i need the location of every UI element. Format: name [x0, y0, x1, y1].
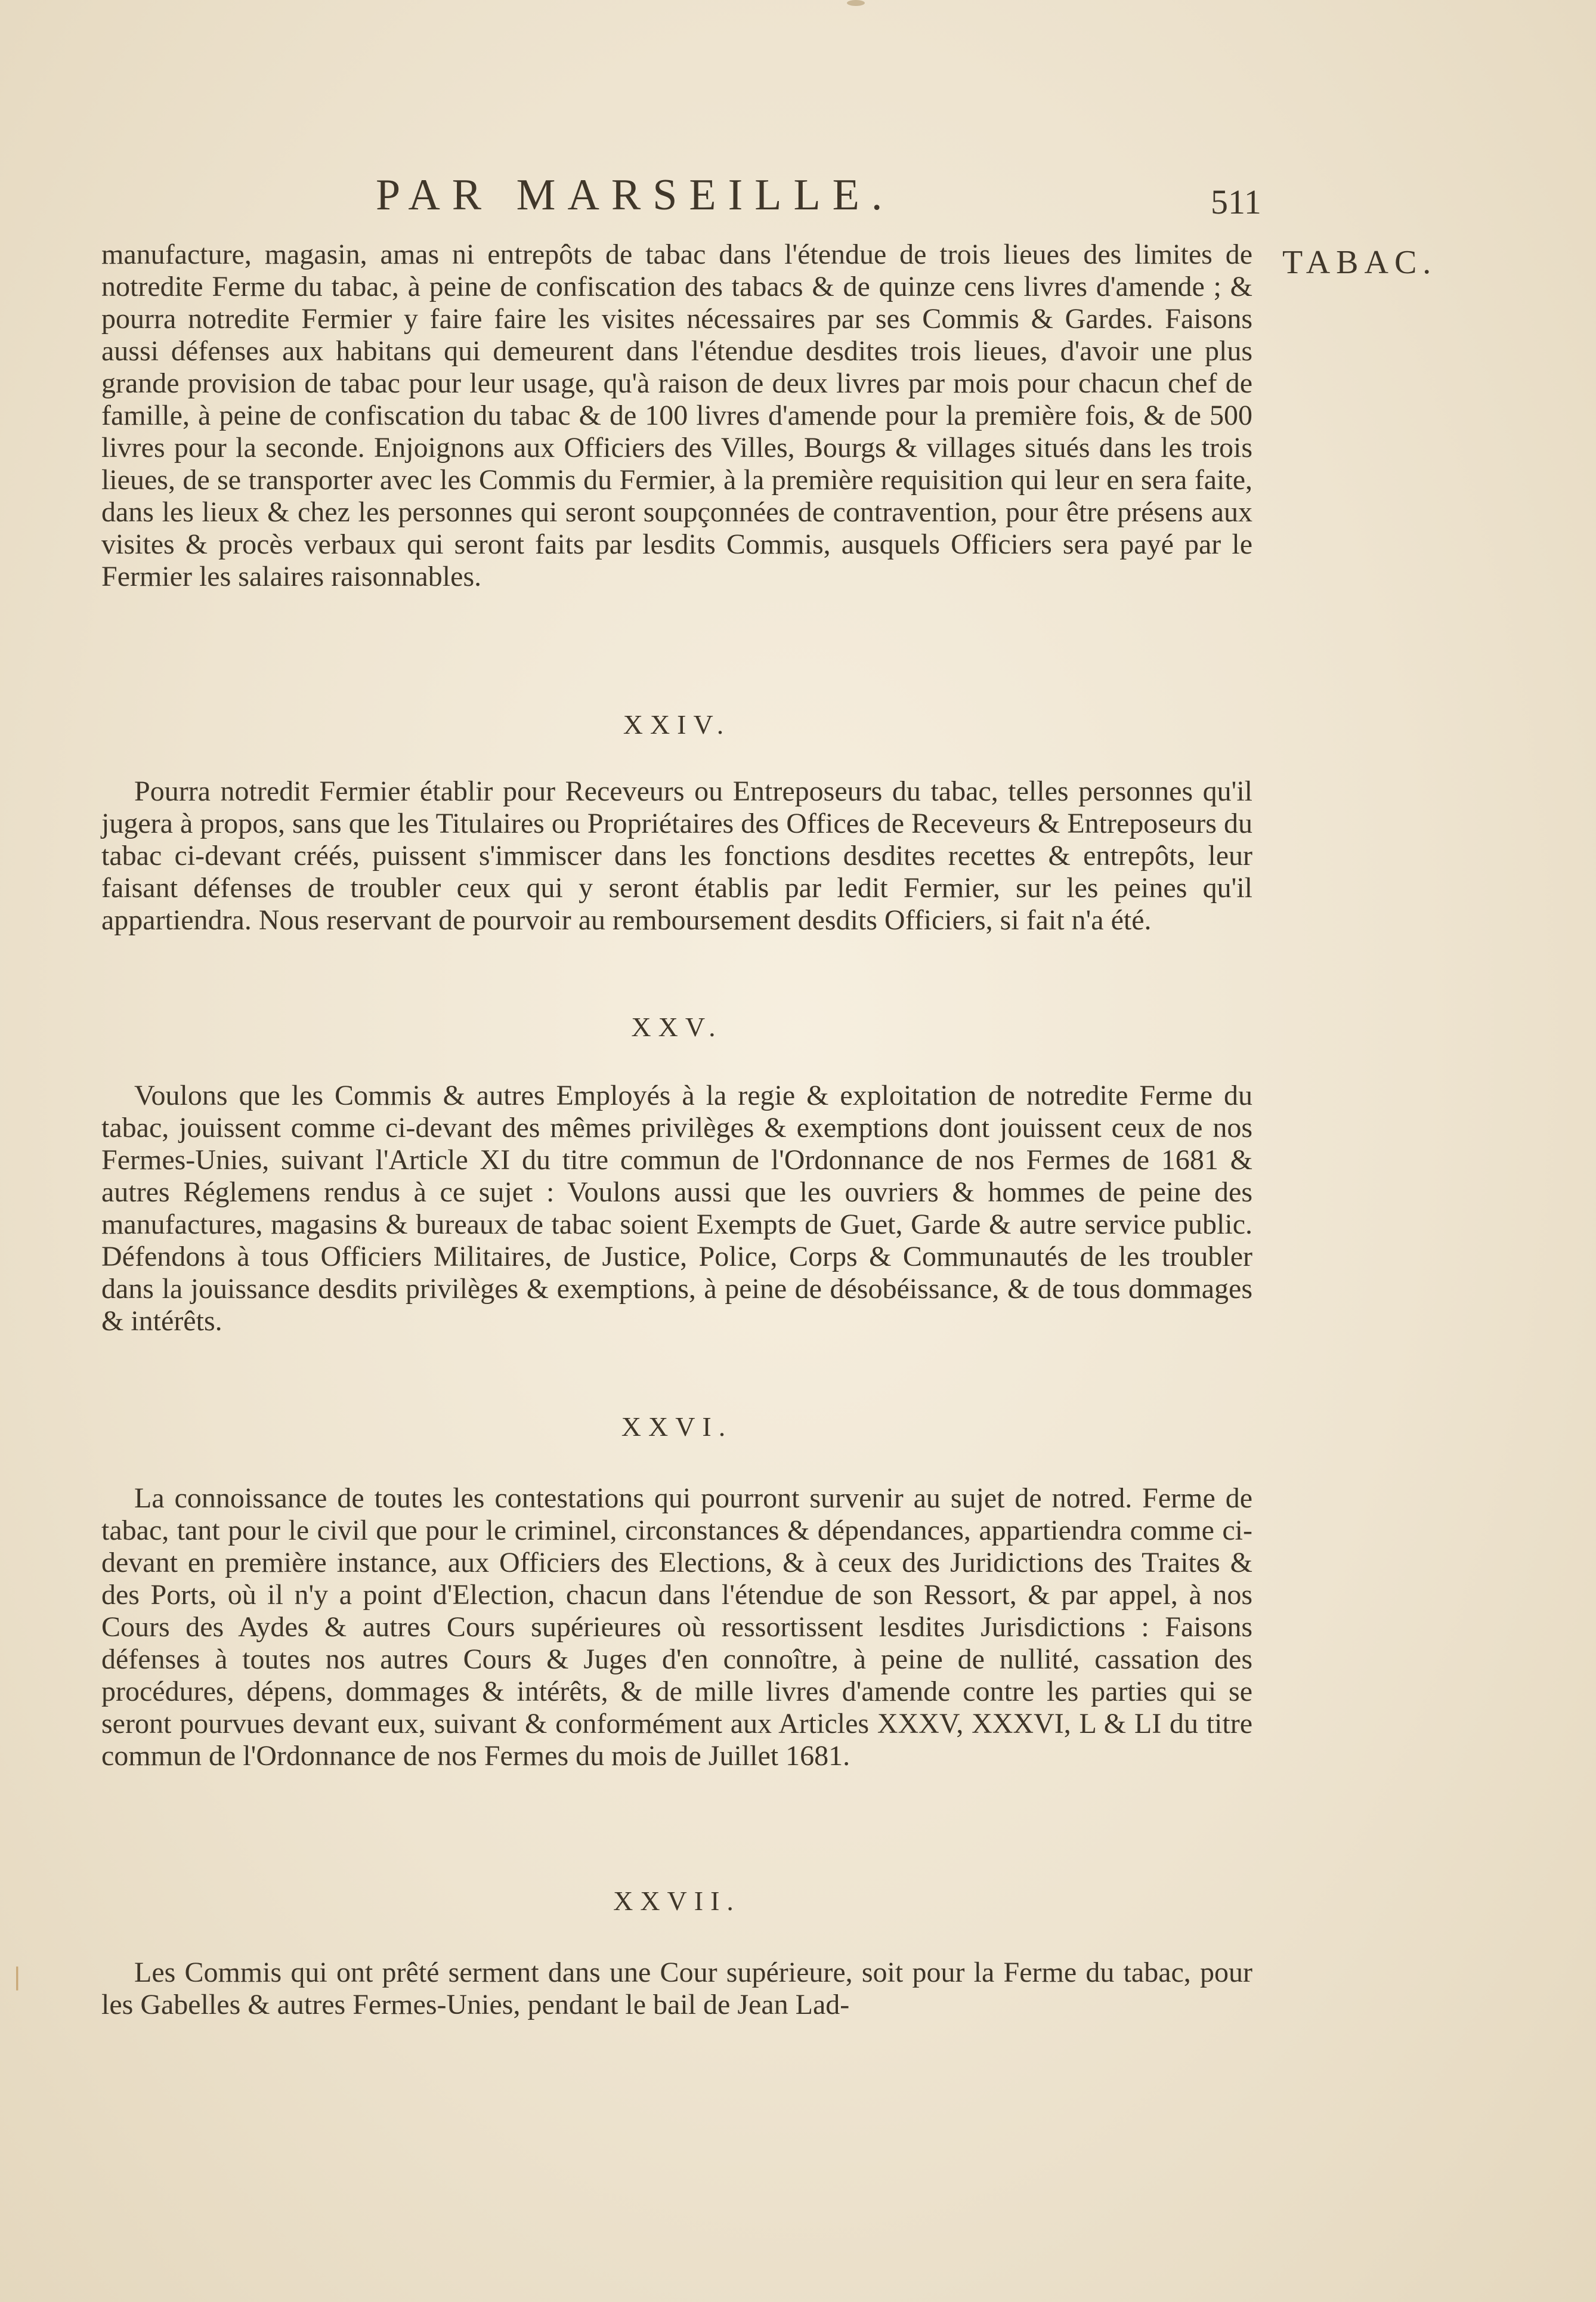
running-title: PAR MARSEILLE. — [376, 171, 895, 220]
article-continuation — [101, 239, 1252, 593]
article-xxvii — [101, 1957, 1252, 2021]
paragraph: manufacture, magasin, amas ni entrepôts de tabac dans l'étendue de trois lieues des limites de notredite Ferme du tabac, à peine de confiscation des tabacs & de quinze cens livres d'amende ; & pourra notredite Fermier y faire faire les visites nécessaires par ses Commis & Gardes. Faisons aussi défenses aux habitans qui demeurent dans l'étendue desdites trois lieues, d'avoir une plus grande provision de tabac pour leur usage, qu'à raison de deux livres par mois pour chacun chef de famille, à peine de confiscation du tabac & de 100 livres d'amende pour la première fois, & de 500 livres pour la seconde. Enjoignons aux Officiers des Villes, Bourgs & villages situés dans les trois lieues, de se transporter avec les Commis du Fermier, à la première requisition qui leur en sera faite, dans les lieux & chez les personnes qui seront soupçonnées de contravention, pour être présens aux visites & procès verbaux qui seront faits par lesdits Commis, ausquels Officiers sera payé par le Fermier les salaires raisonnables. — [101, 239, 1252, 592]
paragraph: La connoissance de toutes les contestations qui pourront survenir au sujet de notred. Ferme de tabac, tant pour le civil que pour le criminel, circonstances & dépendances, appartiendra comme ci-devant en première instance, aux Officiers des Elections, & à ceux des Juridictions des Traites & des Ports, où il n'y a point d'Election, chacun dans l'étendue de son Ressort, & par appel, à nos Cours des Aydes & autres Cours supérieures où ressortissent lesdites Jurisdictions : Faisons défenses à toutes nos autres Cours & Juges d'en connoître, à peine de nullité, cassation des procédures, dépens, dommages & intérêts, & de mille livres d'amende contre les parties qui se seront pourvues devant eux, suivant & conformément aux Articles XXXV, XXXVI, L & LI du titre commun de l'Ordonnance de nos Fermes du mois de Juillet 1681. — [101, 1482, 1252, 1772]
margin-note: TABAC. — [1282, 244, 1437, 281]
paragraph: Les Commis qui ont prêté serment dans une Cour supérieure, soit pour la Ferme du tabac, pour les Gabelles & autres Fermes-Unies, pendant le bail de Jean Lad- — [101, 1957, 1252, 2020]
article-heading-xxvi: XXVI. — [621, 1411, 733, 1442]
article-heading-xxv: XXV. — [631, 1012, 723, 1042]
page-number: 511 — [1211, 183, 1261, 221]
paragraph: Voulons que les Commis & autres Employés à la regie & exploitation de notredite Ferme du tabac, jouissent comme ci-devant des mêmes privilèges & exemptions dont jouissent ceux de nos Fermes-Unies, suivant l'Article XI du titre commun de l'Ordonnance de nos Fermes de 1681 & autres Réglemens rendus à ce sujet : Voulons aussi que les ouvriers & hommes de peine des manufactures, magasins & bureaux de tabac soient Exempts de Guet, Garde & autre service public. Défendons à tous Officiers Militaires, de Justice, Police, Corps & Communautés de les troubler dans la jouissance desdits privilèges & exemptions, à peine de désobéissance, & de tous dommages & intérêts. — [101, 1080, 1252, 1337]
ink-stain — [847, 0, 865, 6]
article-xxv — [101, 1080, 1252, 1337]
gutter-mark-icon: ❘ — [7, 1963, 27, 1990]
paragraph: Pourra notredit Fermier établir pour Receveurs ou Entreposeurs du tabac, telles personnes qu'il jugera à propos, sans que les Titulaires ou Propriétaires des Offices de Receveurs & Entreposeurs du tabac ci-devant créés, puissent s'immiscer dans les fonctions desdites recettes & entrepôts, leur faisant défenses de troubler ceux qui y seront établis par ledit Fermier, sur les peines qu'il appartiendra. Nous reservant de pourvoir au remboursement desdits Officiers, si fait n'a été. — [101, 775, 1252, 936]
article-heading-xxiv: XXIV. — [623, 709, 731, 740]
article-xxvi — [101, 1482, 1252, 1772]
article-heading-xxvii: XXVII. — [613, 1886, 741, 1916]
article-xxiv — [101, 775, 1252, 937]
